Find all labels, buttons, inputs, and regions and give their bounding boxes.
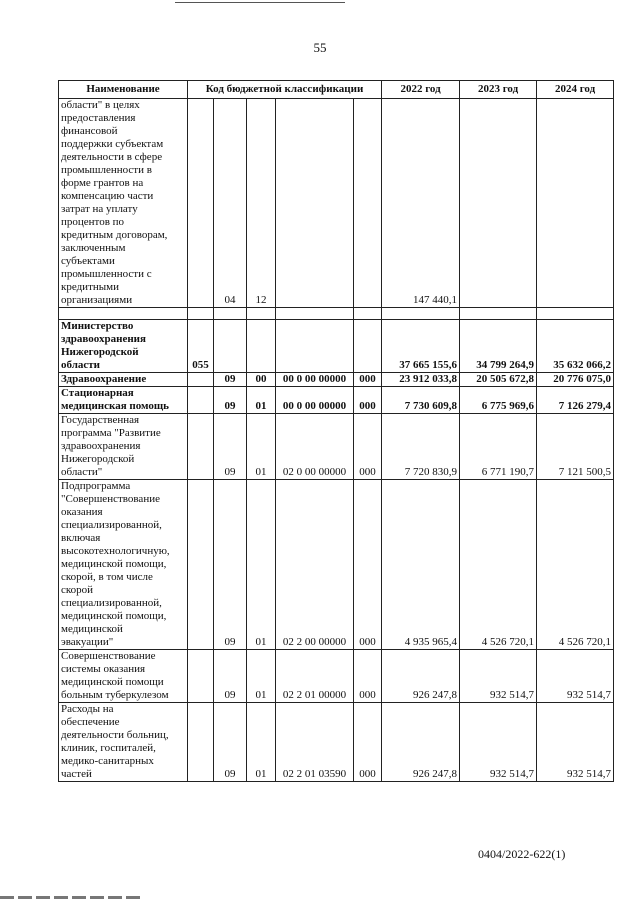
cell-target-article: 02 2 01 03590 xyxy=(276,703,354,782)
cell-subsection: 01 xyxy=(247,480,276,650)
cell-ministry: 055 xyxy=(188,320,214,373)
cell-subsection: 00 xyxy=(247,373,276,387)
name-line: программа "Развитие xyxy=(61,427,161,439)
name-line: поддержки субъектам xyxy=(61,138,164,150)
name-line: медицинской помощи xyxy=(61,676,164,688)
name-line: предоставления xyxy=(61,112,136,124)
spacer-row xyxy=(59,308,614,320)
cell-ministry xyxy=(188,387,214,414)
name-line: частей xyxy=(61,768,92,780)
cell-2022: 7 720 830,9 xyxy=(382,414,460,480)
cell-section: 09 xyxy=(214,650,247,703)
name-line: области" xyxy=(61,466,103,478)
spacer-cell xyxy=(354,308,382,320)
table-row xyxy=(59,320,614,373)
cell-2024: 7 126 279,4 xyxy=(537,387,614,414)
name-line: оказания xyxy=(61,506,103,518)
spacer-cell xyxy=(276,308,354,320)
cell-name xyxy=(59,650,188,703)
cell-expense-type xyxy=(354,99,382,308)
spacer-cell xyxy=(247,308,276,320)
cell-ministry xyxy=(188,99,214,308)
name-line: затрат на уплату xyxy=(61,203,138,215)
cell-subsection xyxy=(247,320,276,373)
name-line: области xyxy=(61,359,101,371)
cell-target-article: 02 2 01 00000 xyxy=(276,650,354,703)
name-line: специализированной, xyxy=(61,519,162,531)
cell-subsection: 01 xyxy=(247,650,276,703)
cell-name xyxy=(59,480,188,650)
cell-2023 xyxy=(460,99,537,308)
cell-expense-type xyxy=(354,320,382,373)
name-line: медицинская помощь xyxy=(61,400,169,412)
table-row xyxy=(59,99,614,308)
name-line: специализированной, xyxy=(61,597,162,609)
cell-2022: 926 247,8 xyxy=(382,650,460,703)
cell-section: 09 xyxy=(214,480,247,650)
cell-2024: 932 514,7 xyxy=(537,650,614,703)
name-line: Стационарная xyxy=(61,387,134,399)
spacer-cell xyxy=(59,308,188,320)
cell-name xyxy=(59,414,188,480)
cell-2024: 20 776 075,0 xyxy=(537,373,614,387)
table-body xyxy=(59,99,614,782)
table-row xyxy=(59,703,614,782)
cell-2023: 4 526 720,1 xyxy=(460,480,537,650)
spacer-cell xyxy=(460,308,537,320)
name-line: финансовой xyxy=(61,125,118,137)
cell-2022: 926 247,8 xyxy=(382,703,460,782)
name-line: Совершенствование xyxy=(61,650,156,662)
budget-table xyxy=(58,80,614,782)
name-line: процентов по xyxy=(61,216,125,228)
cell-2023: 932 514,7 xyxy=(460,650,537,703)
cell-name xyxy=(59,703,188,782)
cell-2022: 23 912 033,8 xyxy=(382,373,460,387)
name-line: Расходы на xyxy=(61,703,114,715)
name-line: Нижегородской xyxy=(61,453,135,465)
table-row xyxy=(59,373,614,387)
cell-name xyxy=(59,320,188,373)
table-header-row xyxy=(59,81,614,99)
header-2022: 2022 год xyxy=(382,81,460,99)
name-line: Государственная xyxy=(61,414,140,426)
name-line: деятельности больниц, xyxy=(61,729,169,741)
header-code: Код бюджетной классификации xyxy=(188,81,382,99)
cell-expense-type: 000 xyxy=(354,703,382,782)
cell-subsection: 01 xyxy=(247,414,276,480)
name-line: больным туберкулезом xyxy=(61,689,169,701)
cell-2024 xyxy=(537,99,614,308)
cell-name xyxy=(59,373,188,387)
cell-2024: 932 514,7 xyxy=(537,703,614,782)
name-line: медицинской xyxy=(61,623,123,635)
cell-target-article: 02 0 00 00000 xyxy=(276,414,354,480)
table-row xyxy=(59,414,614,480)
cell-2024: 4 526 720,1 xyxy=(537,480,614,650)
cell-2022: 4 935 965,4 xyxy=(382,480,460,650)
cell-2024: 7 121 500,5 xyxy=(537,414,614,480)
name-line: кредитным договорам, xyxy=(61,229,168,241)
name-line: организациями xyxy=(61,294,133,306)
header-2024: 2024 год xyxy=(537,81,614,99)
table-row xyxy=(59,650,614,703)
cell-2022: 147 440,1 xyxy=(382,99,460,308)
spacer-cell xyxy=(188,308,214,320)
name-line: скорой, в том числе xyxy=(61,571,153,583)
cell-2023: 34 799 264,9 xyxy=(460,320,537,373)
cell-name xyxy=(59,99,188,308)
document-code: 0404/2022-622(1) xyxy=(478,847,566,861)
cell-2022: 7 730 609,8 xyxy=(382,387,460,414)
cell-section: 09 xyxy=(214,373,247,387)
cell-ministry xyxy=(188,703,214,782)
cell-section: 09 xyxy=(214,703,247,782)
name-line: субъектами xyxy=(61,255,115,267)
table-row xyxy=(59,387,614,414)
top-rule xyxy=(175,2,345,3)
cell-subsection: 12 xyxy=(247,99,276,308)
cell-expense-type: 000 xyxy=(354,480,382,650)
cell-section: 09 xyxy=(214,414,247,480)
cell-name xyxy=(59,387,188,414)
name-line: здравоохранения xyxy=(61,440,141,452)
name-line: Подпрограмма xyxy=(61,480,131,492)
cell-2023: 932 514,7 xyxy=(460,703,537,782)
cell-ministry xyxy=(188,480,214,650)
page-number: 55 xyxy=(313,40,327,55)
cell-ministry xyxy=(188,373,214,387)
name-line: высокотехнологичную, xyxy=(61,545,170,557)
name-line: включая xyxy=(61,532,101,544)
spacer-cell xyxy=(537,308,614,320)
name-line: здравоохранения xyxy=(61,333,146,345)
name-line: Нижегородской xyxy=(61,346,139,358)
table-row xyxy=(59,480,614,650)
cell-2022: 37 665 155,6 xyxy=(382,320,460,373)
name-line: обеспечение xyxy=(61,716,120,728)
name-line: кредитными xyxy=(61,281,119,293)
cell-expense-type: 000 xyxy=(354,414,382,480)
cell-expense-type: 000 xyxy=(354,387,382,414)
cell-ministry xyxy=(188,414,214,480)
header-name: Наименование xyxy=(59,81,188,99)
name-line: медицинской помощи, xyxy=(61,558,167,570)
cell-subsection: 01 xyxy=(247,387,276,414)
name-line: эвакуации" xyxy=(61,636,114,648)
name-line: Министерство xyxy=(61,320,134,332)
name-line: промышленности с xyxy=(61,268,152,280)
name-line: "Совершенствование xyxy=(61,493,160,505)
cell-ministry xyxy=(188,650,214,703)
spacer-cell xyxy=(214,308,247,320)
cell-expense-type: 000 xyxy=(354,650,382,703)
name-line: деятельности в сфере xyxy=(61,151,163,163)
name-line: компенсацию части xyxy=(61,190,154,202)
name-line: форме грантов на xyxy=(61,177,144,189)
cell-2024: 35 632 066,2 xyxy=(537,320,614,373)
cell-2023: 6 771 190,7 xyxy=(460,414,537,480)
cell-target-article xyxy=(276,320,354,373)
spacer-cell xyxy=(382,308,460,320)
name-line: Здравоохранение xyxy=(61,373,147,385)
cell-section: 09 xyxy=(214,387,247,414)
cell-subsection: 01 xyxy=(247,703,276,782)
cell-target-article: 00 0 00 00000 xyxy=(276,387,354,414)
name-line: заключенным xyxy=(61,242,126,254)
cell-target-article: 00 0 00 00000 xyxy=(276,373,354,387)
cell-section: 04 xyxy=(214,99,247,308)
cell-expense-type: 000 xyxy=(354,373,382,387)
cell-section xyxy=(214,320,247,373)
cell-2023: 20 505 672,8 xyxy=(460,373,537,387)
header-2023: 2023 год xyxy=(460,81,537,99)
name-line: медицинской помощи, xyxy=(61,610,167,622)
cell-target-article xyxy=(276,99,354,308)
name-line: клиник, госпиталей, xyxy=(61,742,156,754)
name-line: промышленности в xyxy=(61,164,152,176)
name-line: области" в целях xyxy=(61,99,140,111)
cell-target-article: 02 2 00 00000 xyxy=(276,480,354,650)
name-line: системы оказания xyxy=(61,663,146,675)
name-line: скорой xyxy=(61,584,94,596)
cell-2023: 6 775 969,6 xyxy=(460,387,537,414)
footer-mark xyxy=(0,896,140,899)
name-line: медико-санитарных xyxy=(61,755,154,767)
